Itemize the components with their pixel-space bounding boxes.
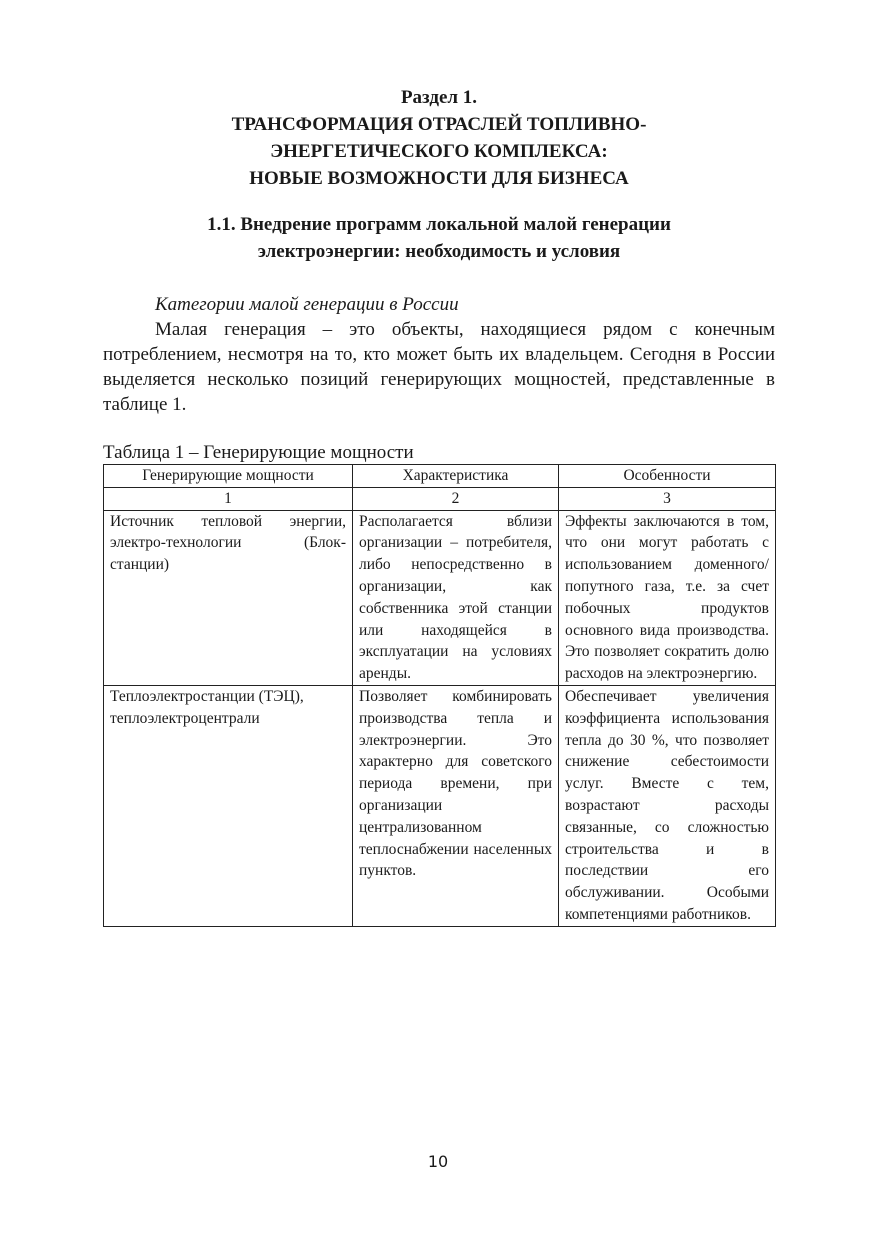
- cell-characteristic: Позволяет комбинировать производства тепла и электроэнергии. Это характерно для советского периода времени, при организации централизованном теплоснабжении населенных пунктов.: [353, 685, 559, 926]
- subsection-title-line-1: 1.1. Внедрение программ локальной малой генерации: [207, 214, 671, 235]
- section-title-line-2: ЭНЕРГЕТИЧЕСКОГО КОМПЛЕКСА:: [270, 141, 608, 162]
- cell-power: Источник тепловой энергии, электро-технологии (Блок-станции): [104, 510, 353, 685]
- cell-features: Эффекты заключаются в том, что они могут работать с использованием доменного/ попутного газа, т.е. за счет побочных продуктов основного вида производства. Это позволяет сократить долю расходов на электроэнергию.: [559, 510, 776, 685]
- category-heading: Категории малой генерации в России: [155, 294, 459, 315]
- section-number: Раздел 1.: [400, 87, 478, 108]
- section-title-line-1: ТРАНСФОРМАЦИЯ ОТРАСЛЕЙ ТОПЛИВНО-: [231, 114, 647, 135]
- generation-table: [103, 464, 776, 927]
- table-row: [104, 685, 776, 926]
- cell-characteristic: Располагается вблизи организации – потребителя, либо непосредственно в организации, как собственника этой станции или находящейся в эксплуатации на условиях аренды.: [353, 510, 559, 685]
- page-number: 10: [427, 1152, 449, 1171]
- page-content: [103, 80, 775, 927]
- header-power: Генерирующие мощности: [104, 465, 353, 488]
- column-number-3: 3: [559, 487, 776, 510]
- body-paragraph: Малая генерация – это объекты, находящиеся рядом с конечным потреблением, несмотря на то, кто может быть их владельцем. Сегодня в России выделяется несколько позиций генерирующих мощностей, представленные в таблице 1.: [103, 319, 775, 415]
- header-characteristic: Характеристика: [353, 465, 559, 488]
- cell-features: Обеспечивает увеличения коэффициента использования тепла до 30 %, что позволяет снижение себестоимости услуг. Вместе с тем, возрастают расходы связанные, со сложностью строительства и в последствии его обслуживании. Особыми компетенциями работников.: [559, 685, 776, 926]
- table-number-row: [104, 487, 776, 510]
- cell-power: Теплоэлектростанции (ТЭЦ), теплоэлектроцентрали: [104, 685, 353, 926]
- table-caption: Таблица 1 – Генерирующие мощности: [103, 442, 414, 463]
- column-number-2: 2: [353, 487, 559, 510]
- column-number-1: 1: [104, 487, 353, 510]
- table-header-row: [104, 465, 776, 488]
- section-title-line-3: НОВЫЕ ВОЗМОЖНОСТИ ДЛЯ БИЗНЕСА: [249, 168, 629, 189]
- subsection-title-line-2: электроэнергии: необходимость и условия: [257, 241, 621, 262]
- header-features: Особенности: [559, 465, 776, 488]
- table-row: [104, 510, 776, 685]
